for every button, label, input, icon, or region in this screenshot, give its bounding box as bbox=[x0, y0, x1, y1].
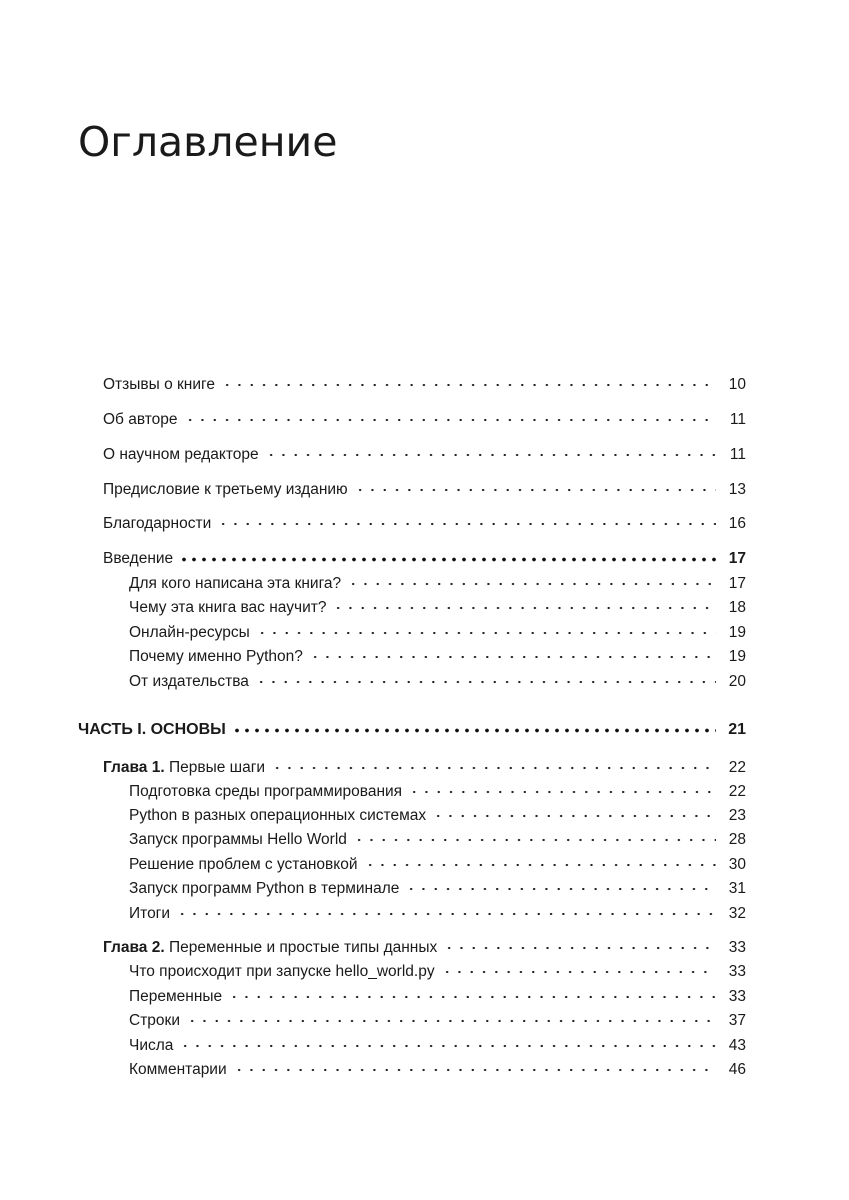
toc-entry-from-publisher[interactable] bbox=[129, 673, 746, 691]
toc-page-number: 19 bbox=[728, 624, 746, 641]
toc-page-number: 17 bbox=[728, 575, 746, 592]
toc-page-number: 19 bbox=[728, 648, 746, 665]
dot-leader bbox=[176, 908, 716, 920]
toc-entry-preface[interactable] bbox=[103, 481, 746, 499]
toc-page-number: 30 bbox=[728, 856, 746, 873]
toc-entry-label: Отзывы о книге bbox=[103, 376, 215, 393]
toc-entry-label: Переменные bbox=[129, 988, 223, 1005]
toc-entry-label: Запуск программ Python в терминале bbox=[129, 880, 400, 897]
toc-entry-hello-world-run[interactable] bbox=[129, 963, 746, 981]
toc-entry-hello-world[interactable] bbox=[129, 831, 746, 849]
toc-page-number: 43 bbox=[728, 1037, 746, 1054]
toc-entry-online-resources[interactable] bbox=[129, 624, 746, 642]
toc-entry-label: Онлайн-ресурсы bbox=[129, 624, 250, 641]
dot-leader bbox=[228, 991, 716, 1003]
dot-leader bbox=[332, 602, 716, 614]
toc-page-number: 10 bbox=[728, 376, 746, 393]
toc-page-number: 11 bbox=[729, 411, 746, 428]
toc-entry-label: Итоги bbox=[129, 905, 170, 922]
dot-leader bbox=[408, 786, 716, 798]
dot-leader bbox=[233, 1064, 716, 1076]
chapter-number: Глава 2. bbox=[103, 939, 165, 956]
toc-chapter-label bbox=[103, 759, 271, 777]
dot-leader bbox=[271, 762, 716, 774]
dot-leader bbox=[309, 651, 716, 663]
dot-leader bbox=[179, 553, 716, 565]
toc-entry-numbers[interactable] bbox=[129, 1037, 746, 1055]
toc-entry-acknowledgments[interactable] bbox=[103, 515, 746, 533]
toc-entry-label: О научном редакторе bbox=[103, 446, 259, 463]
toc-entry-label: Комментарии bbox=[129, 1061, 227, 1078]
dot-leader bbox=[347, 578, 716, 590]
dot-leader bbox=[265, 449, 716, 461]
toc-page-number: 33 bbox=[728, 963, 746, 980]
toc-page-number: 16 bbox=[728, 515, 746, 532]
toc-entry-troubleshooting[interactable] bbox=[129, 856, 746, 874]
toc-page-number: 33 bbox=[728, 939, 746, 956]
chapter-title: Переменные и простые типы данных bbox=[168, 939, 438, 956]
dot-leader bbox=[232, 724, 716, 736]
toc-entry-label: Об авторе bbox=[103, 411, 178, 428]
toc-chapter-label bbox=[103, 939, 443, 957]
toc-entry-label: Строки bbox=[129, 1012, 180, 1029]
toc-page-number: 23 bbox=[728, 807, 746, 824]
toc-entry-label: Для кого написана эта книга? bbox=[129, 575, 342, 592]
toc-page-number: 21 bbox=[728, 721, 746, 738]
toc-entry-label: Числа bbox=[129, 1037, 174, 1054]
toc-entry-comments[interactable] bbox=[129, 1061, 746, 1079]
toc-entry-terminal[interactable] bbox=[129, 880, 746, 898]
dot-leader bbox=[364, 859, 717, 871]
dot-leader bbox=[256, 627, 716, 639]
toc-entry-label: Python в разных операционных системах bbox=[129, 807, 427, 824]
toc-entry-label: Введение bbox=[103, 550, 174, 567]
toc-entry-python-os[interactable] bbox=[129, 807, 746, 825]
toc-page-number: 13 bbox=[728, 481, 746, 498]
toc-page-number: 33 bbox=[728, 988, 746, 1005]
toc-part-1[interactable] bbox=[78, 721, 746, 739]
dot-leader bbox=[441, 966, 716, 978]
toc-page-number: 32 bbox=[728, 905, 746, 922]
dot-leader bbox=[443, 942, 716, 954]
toc-entry-about-author[interactable] bbox=[103, 411, 746, 429]
toc-entry-label: Предисловие к третьему изданию bbox=[103, 481, 348, 498]
toc-entry-summary[interactable] bbox=[129, 905, 746, 923]
dot-leader bbox=[221, 379, 716, 391]
toc-page-number: 20 bbox=[728, 673, 746, 690]
toc-entry-label: Почему именно Python? bbox=[129, 648, 303, 665]
toc-page-number: 46 bbox=[728, 1061, 746, 1078]
toc-entry-strings[interactable] bbox=[129, 1012, 746, 1030]
toc-part-label: ЧАСТЬ I. ОСНОВЫ bbox=[78, 721, 226, 738]
toc-page-number: 11 bbox=[729, 446, 746, 463]
chapter-number: Глава 1. bbox=[103, 759, 165, 776]
toc-entry-label: Чему эта книга вас научит? bbox=[129, 599, 327, 616]
toc-page-number: 37 bbox=[728, 1012, 746, 1029]
toc-entry-audience[interactable] bbox=[129, 575, 746, 593]
toc-entry-label: Благодарности bbox=[103, 515, 212, 532]
toc-page-number: 17 bbox=[728, 550, 746, 567]
toc-entry-label: Запуск программы Hello World bbox=[129, 831, 347, 848]
dot-leader bbox=[255, 676, 716, 688]
dot-leader bbox=[353, 834, 716, 846]
dot-leader bbox=[184, 414, 716, 426]
toc-page-number: 31 bbox=[728, 880, 746, 897]
page-title: Оглавление bbox=[78, 118, 338, 166]
toc-entry-why-python[interactable] bbox=[129, 648, 746, 666]
toc-entry-label: Что происходит при запуске hello_world.py bbox=[129, 963, 435, 980]
toc-entry-label: Подготовка среды программирования bbox=[129, 783, 403, 800]
dot-leader bbox=[179, 1040, 716, 1052]
toc-page-number: 18 bbox=[728, 599, 746, 616]
toc-chapter-1[interactable] bbox=[103, 759, 746, 777]
toc-entry-setup-env[interactable] bbox=[129, 783, 746, 801]
toc-page-number: 22 bbox=[728, 759, 746, 776]
toc-entry-label: От издательства bbox=[129, 673, 249, 690]
toc-page-number: 22 bbox=[728, 783, 746, 800]
toc-entry-about-editor[interactable] bbox=[103, 446, 746, 464]
toc-entry-introduction[interactable] bbox=[103, 550, 746, 568]
dot-leader bbox=[432, 810, 716, 822]
toc-entry-variables[interactable] bbox=[129, 988, 746, 1006]
dot-leader bbox=[217, 518, 716, 530]
toc-chapter-2[interactable] bbox=[103, 939, 746, 957]
dot-leader bbox=[405, 883, 716, 895]
toc-entry-label: Решение проблем с установкой bbox=[129, 856, 358, 873]
chapter-title: Первые шаги bbox=[168, 759, 266, 776]
dot-leader bbox=[354, 484, 716, 496]
toc-entry-what-you-learn[interactable] bbox=[129, 599, 746, 617]
toc-page-number: 28 bbox=[728, 831, 746, 848]
dot-leader bbox=[186, 1015, 716, 1027]
toc-entry-reviews[interactable] bbox=[103, 376, 746, 394]
